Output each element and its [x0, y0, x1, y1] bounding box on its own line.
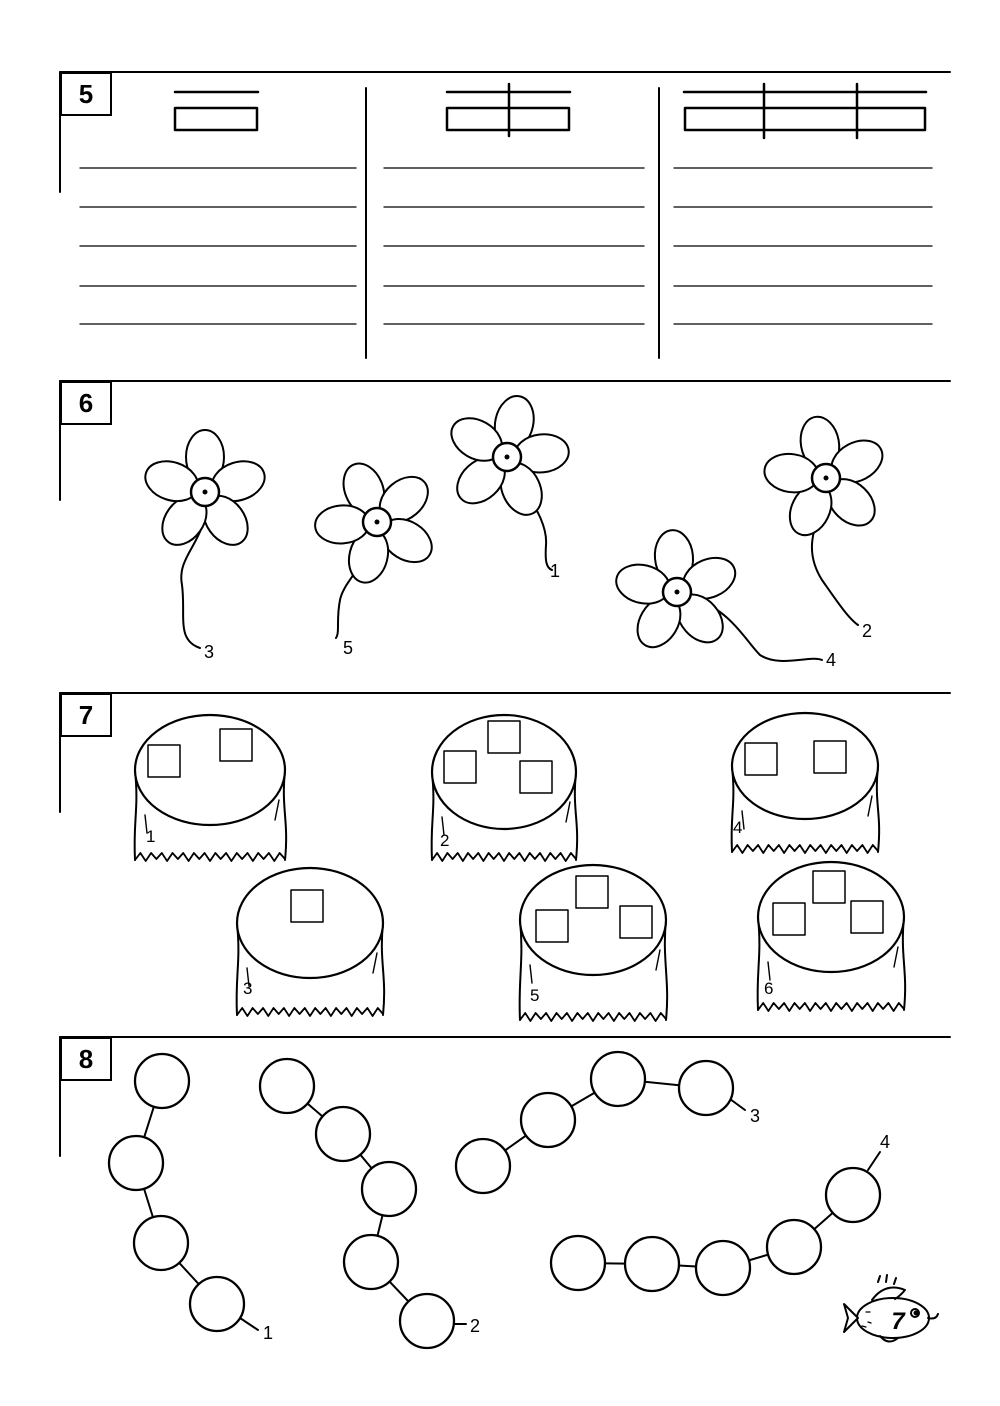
stump-roots-edge	[732, 845, 878, 853]
stump-label: 6	[764, 979, 774, 998]
bead	[521, 1093, 575, 1147]
answer-box	[745, 743, 777, 775]
answer-box	[536, 910, 568, 942]
bead-chain	[109, 1054, 258, 1331]
bead	[316, 1107, 370, 1161]
bead-chains-group	[109, 1052, 880, 1348]
bead	[826, 1168, 880, 1222]
stump-roots-edge	[432, 853, 576, 861]
stump-bark-right	[284, 770, 286, 860]
flower-label: 3	[204, 642, 215, 662]
bead	[679, 1061, 733, 1115]
stump-label: 5	[530, 986, 540, 1005]
answer-box	[520, 761, 552, 793]
stump-bark-right	[877, 766, 879, 852]
bead-chain-tail	[730, 1099, 745, 1110]
flower	[612, 529, 822, 661]
flower-label: 2	[862, 621, 873, 641]
stump-label: 4	[733, 818, 743, 837]
bead	[109, 1136, 163, 1190]
section-8-number: 8	[60, 1037, 112, 1081]
stump-roots-edge	[237, 1008, 383, 1016]
tree-stump	[237, 868, 385, 1016]
answer-box	[620, 906, 652, 938]
bead	[135, 1054, 189, 1108]
stump-roots-edge	[135, 853, 285, 861]
chain-label: 4	[880, 1132, 891, 1152]
flower-center-dot	[375, 520, 380, 525]
bead	[362, 1162, 416, 1216]
stump-bark-left	[520, 920, 522, 1020]
tree-stump	[520, 865, 668, 1021]
answer-box	[444, 751, 476, 783]
bar-model-one-part	[175, 92, 258, 130]
stump-label: 1	[146, 827, 156, 846]
section-6-number: 6	[60, 381, 112, 425]
bead	[625, 1237, 679, 1291]
answer-box	[773, 903, 805, 935]
flower	[444, 392, 571, 570]
bead	[767, 1220, 821, 1274]
flowers-group	[140, 392, 889, 661]
answer-box	[148, 745, 180, 777]
stump-bark-right	[382, 923, 384, 1015]
stump-top	[237, 868, 383, 978]
bead	[344, 1235, 398, 1289]
section-7-number: 7	[60, 693, 112, 737]
flower	[314, 457, 440, 638]
stump-bark-right	[903, 917, 905, 1010]
chain-label: 2	[470, 1316, 481, 1336]
tree-stump	[732, 713, 880, 853]
page-number: 7	[891, 1308, 905, 1335]
section-8-frame	[60, 1037, 950, 1156]
tree-stump	[432, 715, 578, 861]
flower-center-dot	[505, 455, 510, 460]
answer-writing-lines	[80, 168, 932, 324]
section-5-column-dividers	[366, 88, 659, 358]
bead	[551, 1236, 605, 1290]
answer-box	[220, 729, 252, 761]
bead	[456, 1139, 510, 1193]
chain-label: 1	[263, 1323, 274, 1343]
bead	[696, 1241, 750, 1295]
bead	[190, 1277, 244, 1331]
answer-box	[813, 871, 845, 903]
bead-chain	[551, 1152, 880, 1295]
bead-chain-tail	[868, 1152, 880, 1170]
bead-chain	[456, 1052, 745, 1193]
chain-label: 3	[750, 1106, 761, 1126]
bar-model-two-parts	[447, 84, 570, 136]
flower-center-dot	[203, 490, 208, 495]
stump-roots-edge	[520, 1013, 666, 1021]
section-5-number: 5	[60, 72, 112, 116]
stump-bark-right	[665, 920, 667, 1020]
bead	[400, 1294, 454, 1348]
flower-label: 4	[826, 650, 837, 670]
bead-chain	[260, 1059, 466, 1348]
tree-stump	[758, 862, 906, 1011]
flower-labels	[204, 561, 872, 670]
bead	[591, 1052, 645, 1106]
flower-label: 1	[550, 561, 561, 581]
stump-label: 2	[440, 831, 450, 850]
bead-chain-tail	[240, 1318, 258, 1330]
answer-box	[488, 721, 520, 753]
flower	[762, 414, 890, 625]
answer-box	[576, 876, 608, 908]
tree-stump	[135, 715, 287, 861]
answer-box	[291, 890, 323, 922]
flower-center-dot	[824, 476, 829, 481]
bead	[134, 1216, 188, 1270]
stumps-group	[135, 713, 906, 1021]
stump-roots-edge	[758, 1003, 904, 1011]
flower	[140, 430, 270, 648]
answer-box	[814, 741, 846, 773]
flower-label: 5	[343, 638, 354, 658]
bar-model-three-parts	[684, 84, 926, 138]
section-5-frame	[60, 72, 950, 192]
answer-box	[851, 901, 883, 933]
bead	[260, 1059, 314, 1113]
flower-center-dot	[675, 590, 680, 595]
stump-label: 3	[243, 979, 253, 998]
